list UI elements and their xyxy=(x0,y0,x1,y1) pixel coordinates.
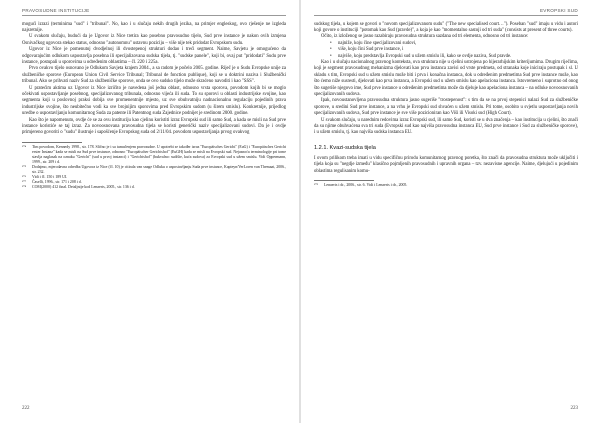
footnote-number: ¹⁰⁹ xyxy=(314,183,319,188)
footnote-number: ¹⁰⁵ xyxy=(22,164,27,169)
left-body-text xyxy=(22,22,286,137)
footnote-text: COM(2000) 412 final. Detaljnije kod Lenaerts, 2005., str. 136 i d. xyxy=(32,184,135,189)
right-page-number: 223 xyxy=(570,406,578,411)
right-section-paragraph: I ovom prilikom treba imati u vidu specifičnu prirodu komunitarnog pravnog poretka, što znači da pravosudna struktura može uključiti i tijela koja su "negdje između" klasično pojmljenih pravosudnih i upravnih organa – tzv. nezavisne agencije. Naime, djelujući u pojedinim oblastima regulisanim komu- xyxy=(314,155,578,174)
footnote-text: Vidi i čl. 150 i 189 UI. xyxy=(32,174,68,179)
footnote-number: ¹⁰⁷ xyxy=(22,179,27,184)
list-item: • najniže, koju čine specijalizovani sudovi, xyxy=(338,41,578,47)
right-paragraph-1: sudskog tijela, u kojem se govori o "novom specijalizovanom sudu" ("The new specialised court…"). Poseban "sud" imaju u vidu i autori koji govore o instituciji "potomak kao Sud (pravde)", a koja je kao "momentalno sastoji od tri suda" (consists at present of three courts). xyxy=(314,21,578,33)
right-paragraph-5: U svakom slučaju, u narednim redovima izraz Evropski sud, ili samo Sud, koristi se u dva značenja – kao institucija u cjelini, što znači da su njime obuhvaćena sva tri suda (Evropski sud kao najviša pravosudna instanca EU, Sud prve instance i Sud za službeničke sporove), i u užem smislu, tj. kao najviša sudska instanca EU. xyxy=(314,117,578,136)
instance-list xyxy=(314,41,578,60)
footnote-text: Tim povodom, Kennedy 1998., str. 178. Slično je i sa tumačenjem pravosudne. U upotrebi se također izraz "Europäisches Gericht" (EuG) i "Europäisches Gericht erster Instanz" kada se misli na Sud prve instance, odnosno "Europäischer Gerichtshof" (EuGH) kada se misli na Evropski sud. Nejasnoća terminologije pri tome stavlja naglasak na oznaku "Gericht" (sud u prvoj instanci) i "Gerichtshof" (bukvalno: sudište, kuća sudova) za Evropski sud u užem smislu. Vidi Oppermann, 1999., str. 209 i d. xyxy=(32,144,286,164)
section-heading: 1.2.1. Kvazi-sudska tijela xyxy=(314,144,376,151)
footnote xyxy=(22,185,286,190)
left-page-number: 222 xyxy=(22,406,30,411)
left-paragraph-5: U pratećim aktima uz Ugovor iz Nice izričito je navedena još jedna oblast, odnosno vrsta sporova, povodom kojih bi se moglo očekivati uspostavljanje posebnog, specijalizovanog tribunala, odnosno vijeća ili suda. To su sporovi u oblasti industrijske svojine, kao segmenta koji u poslovnoj praksi dobija sve promenentnije mjesto, uz sve obuhvatniju nadnacionalnu regulaciju pojedinih prava industrijske svojine, što neubitečno vodi ka sve brojnijim sporovima pred Evropskim sudom (u širem smislu). Konkretnije, prijedlog uredbe o uspostavljanju komunitarnog Suda za patente ili Patentnog suda Zajednice podnijet je sredinom 2000. godine. xyxy=(22,85,286,117)
right-running-head: EVROPSKI SUD xyxy=(314,8,578,16)
footnote xyxy=(314,183,578,188)
left-paragraph-4: Prvo ovakvo tijelo osnovano je Odlukom Savjeta krajem 2004., a sa radom je počelo 2005. godine. Riječ je o Sudu Evropske unije za službeničke sporove (European Union Civil Service Tribunal; Tribunal de fonction publique), koji se u doktrini naziva i Službenički tribunal. Ako se prihvati naziv Sud za službeničke sporove, onda se ovo sudsko tijelo može skraćeno navoditi i kao "SSS". xyxy=(22,66,286,85)
left-footnotes xyxy=(22,145,286,190)
left-paragraph-2: U svakom slučaju, budući da je Ugovor iz Nice tretira kao posebno pravosudno tijelo, Sud prve instance je nakon ovih izmjena Osnivačkog ugovora stekao status, odnosno "autonomnu" ustavnu poziciju – više nije tek pridodat Evropskom sudu. xyxy=(22,34,286,46)
footnote xyxy=(22,145,286,165)
footnote-number: ¹⁰⁴ xyxy=(22,144,27,149)
right-paragraph-2: Očito, iz izloženog se jasno razabiraju pravosudna struktura sazdana od tri elementa, odnosno od tri instance: xyxy=(321,34,529,40)
right-footnotes xyxy=(314,183,578,188)
right-footnote-rule xyxy=(314,180,374,181)
left-running-head: PRAVOSUDNE INSTITUCIJE xyxy=(22,8,286,16)
list-item: • više, koju čini Sud prve instance, i xyxy=(338,47,578,53)
footnote-number: ¹⁰⁶ xyxy=(22,174,27,179)
footnote-number: ¹⁰⁸ xyxy=(22,184,27,189)
left-paragraph-6: Kao što je napomenuto, ovdje će se za ovu instituciju kao cjelinu koristiti izraz Evropski sud ili samo Sud, a kada se misli na Sud prve instance koristiće se taj izraz. Za novoosnovana pravosudna tijela se koristi generički naziv specijalizovani sudovi. Da je i ovdje primjereno govoriti o "sudu" ilustruje i sapošćenje Evropskog suda od 2/11/04. povodom uspostavljanja prvog ovakvog xyxy=(22,117,286,136)
right-page xyxy=(300,0,600,423)
footnote-text: Lenaerts i dr., 2006., str. 6. Vidi i Lenaerts i dr., 2005. xyxy=(324,183,408,188)
footnote xyxy=(22,165,286,175)
footnote-text: Časelli, 1996., str. 171 i 208 i d. xyxy=(32,179,82,184)
list-item: • najviše, koju predstavlja Evropski sud u užem smislu ili, kako se ovdje naziva, Sud pravde. xyxy=(338,54,578,60)
right-body-text xyxy=(314,22,578,176)
left-paragraph-1: mogući izrazi (terminima "sud" i "tribunal". No, kao i u slučaju nekih drugih jezika, na primjer engleskog, ovo rješenje ne izgleda najsretnije. xyxy=(22,21,286,33)
right-paragraph-3: Kao i u slučaju nacionalnog pravnog konteksta, ova struktura nije u cjelini ustrojena po hijerarhijskim kriterijumima. Drugim riječima, koji je segment pravosudnog mehanizma djelovati kao prva instanca zavisi od vrste predmeta, od stranaka koje iniciraju postupak i sl. U skladu s tim, Evropski sud u užem smislu može biti i prva i konačna instanca, dok u određenim predmetima Sud prve instance može, kao što ćemo niže susresti, djelovati kao prva instanca, a Evropski sud u užem smislu kao apelaciona instanca. Istovremeno i suprotno od onog što sugeriše njegovo ime, Sud prve instance u određenim predmetima može da djeluje kao apelaciona instanca – na odluke novoosnovanih specijalizovanih sudova. xyxy=(314,59,578,97)
left-paragraph-3: Ugovor iz Nice je pomenutoj dvodjelnoj ili dvostepenoj strukturi dodao i treći segment. Naime, Savjetu je omogućeno da odgovarajućim odlukom uspostavlja posebna ili specijalizovana sudska tijela, tj. "sudske panele", koji bi, ovaj put "pridodati" Sudu prve instance, postupali u sporovima u određenim oblastima – čl. 220 i 225a. xyxy=(22,47,286,65)
left-footnote-rule xyxy=(22,142,82,143)
right-paragraph-4: Ipak, novoustanovljena pravosudna struktura jasno sugeriše "trostepenost": s tim da se na prvoj stepenici nalazi Sud za službeničke sporove, u sredini Sud prve instance, a na vrhu je Evropski sud shvaćen u užem smislu. Pri tome, osobito u svjetlu uspostavljanja novih specijalizovanih sudova, Sud prve instance je sve više pozicioniran kao Viši ili Visoki sud (High Court). xyxy=(314,98,578,117)
footnote-text: Dodajmo, mjerodavna odredba Ugovora iz Nice (čl. 10) je citirala van snage Odluku o uspostavljanju Suda prve instance, Kapteyn/VerLoren van Themaat, 2006., str. 232. xyxy=(32,164,286,174)
